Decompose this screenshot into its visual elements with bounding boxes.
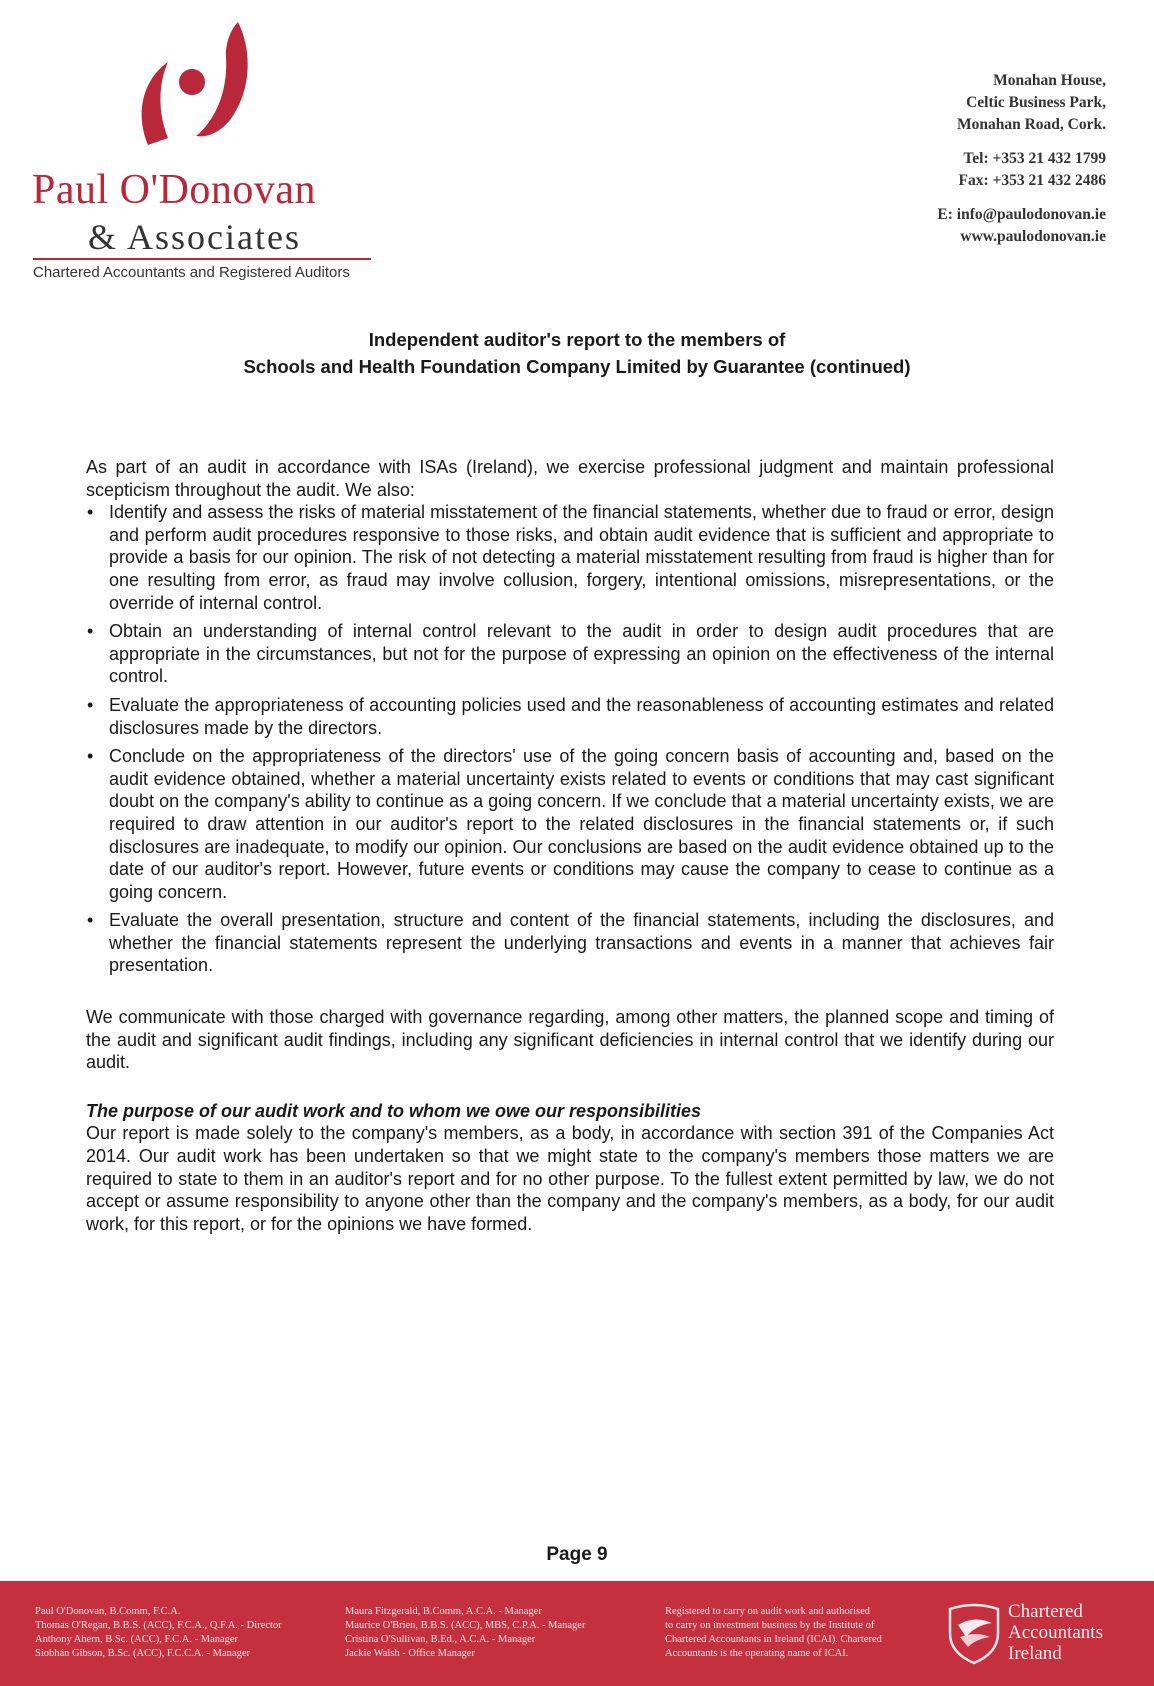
footer	[0, 1581, 1154, 1686]
bullet-icon: •	[87, 502, 94, 523]
chartered-accountants-ireland-logo	[946, 1601, 1111, 1671]
list-item: • Obtain an understanding of internal control relevant to the audit in order to design audit procedures that are appropriate in the circumstances, but not for the purpose of expressing an opinion on the effectiveness of the internal control.	[87, 621, 1054, 687]
bullet-icon: •	[87, 694, 94, 715]
list-item: • Conclude on the appropriateness of the directors' use of the going concern basis of accounting and, based on the audit evidence obtained, whether a material uncertainty exists related to events or conditions that may cast significant doubt on the company's ability to continue as a going concern. If we conclude that a material uncertainty exists, we are required to draw attention in our auditor's report to the related disclosures in the financial statements or, if such disclosures are inadequate, to modify our opinion. Our conclusions are based on the audit evidence obtained up to the date of our auditor's report. However, future events or conditions may cause the company to cease to continue as a going concern.	[87, 746, 1054, 902]
bullet-icon: •	[87, 746, 94, 767]
audit-procedures-list	[86, 501, 1054, 977]
purpose-paragraph: Our report is made solely to the company's members, as a body, in accordance with section 391 of the Companies Act 2014. Our audit work has been undertaken so that we might state to the company's members those matters we are required to state to them in an auditor's report and for no other purpose. To the fullest extent permitted by law, we do not accept or assume responsibility to anyone other than the company and the company's members, as a body, for our audit work, for this report, or for the opinions we have formed.	[86, 1123, 1054, 1234]
footer-registration-text: Registered to carry on audit work and authorised to carry on investment business by the Institute of Chartered Accountants in Ireland (ICAI). Chartered Accountants is the operating name of ICAI.	[665, 1606, 882, 1659]
shield-icon	[946, 1603, 1002, 1665]
page-number: Page 9	[546, 1544, 608, 1565]
cai-logo-text: Chartered Accountants Ireland	[1008, 1601, 1103, 1664]
footer-staff-column-2: Maura Fitzgerald, B.Comm, A.C.A. - Manager Maurice O'Brien, B.B.S. (ACC), MBS, C.P.A. - Manager Cristina O'Sullivan, B.Ed., A.C.A. - Manager Jackie Walsh - Office Manager	[345, 1606, 586, 1659]
firm-tagline: Chartered Accountants and Registered Auditors	[33, 264, 350, 281]
fax: Fax: +353 21 432 2486	[958, 172, 1106, 189]
email-address: E: info@paulodonovan.ie	[937, 206, 1106, 223]
firm-name: Paul O'Donovan	[32, 167, 317, 213]
address-line: Celtic Business Park,	[966, 94, 1106, 111]
footer-staff-column-1: Paul O'Donovan, B.Comm, F.C.A. Thomas O'Regan, B.B.S. (ACC), F.C.A., Q.F.A. - Director Anthony Ahern, B.Sc. (ACC), F.C.A. - Manager Siobhán Gibson, B.Sc. (ACC), F.C.C.A. - Manager	[35, 1606, 282, 1659]
contact-block	[937, 70, 1106, 248]
firm-associates: & Associates	[88, 217, 301, 257]
report-body	[86, 456, 1054, 1235]
firm-logo-mark	[130, 20, 270, 150]
title-line-2: Schools and Health Foundation Company Limited by Guarantee (continued)	[243, 356, 911, 377]
address-line: Monahan Road, Cork.	[957, 116, 1106, 133]
telephone: Tel: +353 21 432 1799	[963, 150, 1106, 167]
purpose-heading: The purpose of our audit work and to whom we owe our responsibilities	[86, 1100, 702, 1121]
report-title	[0, 326, 1154, 380]
list-item: • Evaluate the overall presentation, structure and content of the financial statements, including the disclosures, and whether the financial statements represent the underlying transactions and events in a manner that achieves fair presentation.	[87, 910, 1054, 976]
intro-paragraph: As part of an audit in accordance with ISAs (Ireland), we exercise professional judgment and maintain professional scepticism throughout the audit. We also:	[86, 457, 1054, 500]
address-line: Monahan House,	[993, 72, 1106, 89]
bullet-icon: •	[87, 621, 94, 642]
list-item: • Evaluate the appropriateness of accounting policies used and the reasonableness of accounting estimates and related disclosures made by the directors.	[87, 694, 1054, 738]
title-line-1: Independent auditor's report to the members of	[368, 329, 786, 350]
logo-divider	[33, 258, 371, 260]
website: www.paulodonovan.ie	[960, 228, 1106, 245]
governance-paragraph: We communicate with those charged with governance regarding, among other matters, the planned scope and timing of the audit and significant audit findings, including any significant deficiencies in internal control that we identify during our audit.	[86, 1007, 1054, 1073]
list-item: • Identify and assess the risks of material misstatement of the financial statements, whether due to fraud or error, design and perform audit procedures responsive to those risks, and obtain audit evidence that is sufficient and appropriate to provide a basis for our opinion. The risk of not detecting a material misstatement resulting from fraud is higher than for one resulting from error, as fraud may involve collusion, forgery, intentional omissions, misrepresentations, or the override of internal control.	[87, 502, 1054, 613]
bullet-icon: •	[87, 910, 94, 931]
